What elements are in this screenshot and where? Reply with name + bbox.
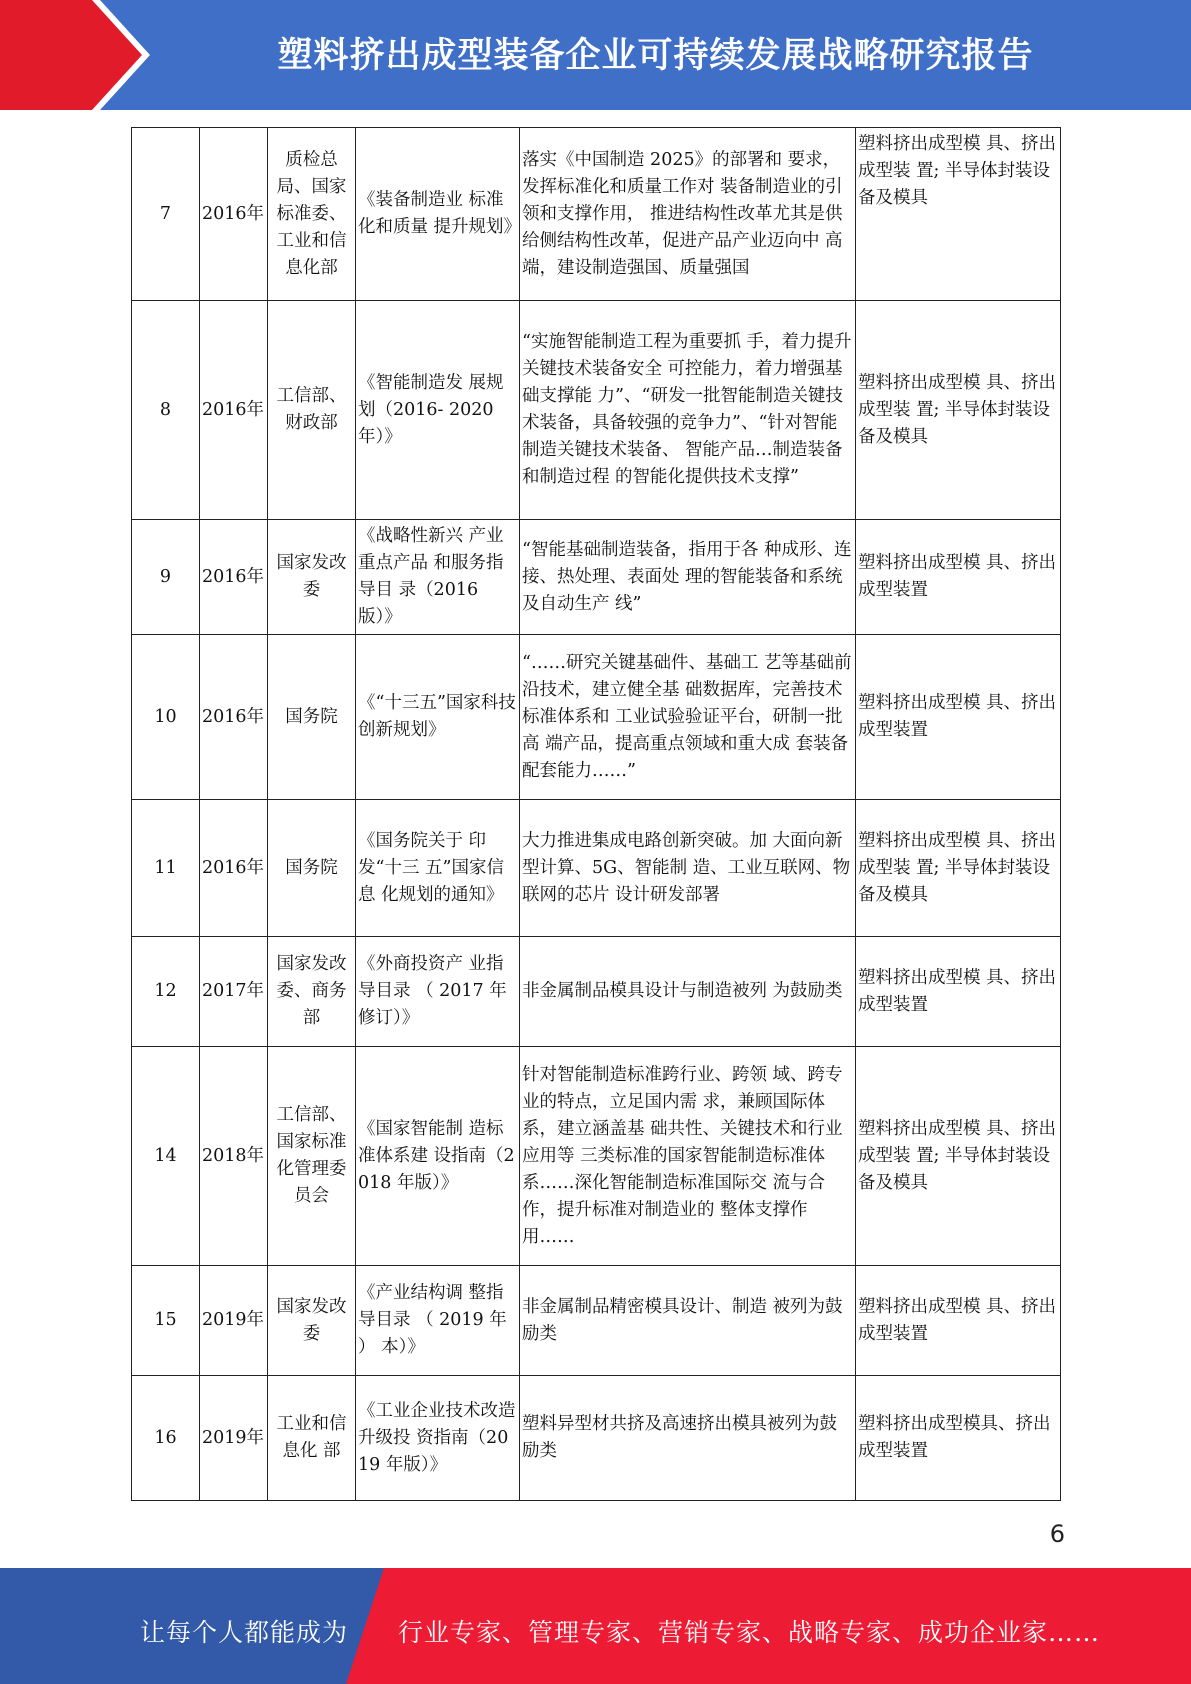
row-field: 塑料挤出成型模 具、挤出成型装置 xyxy=(856,937,1061,1047)
row-number: 14 xyxy=(132,1047,200,1266)
page-number: 6 xyxy=(1049,1520,1065,1548)
table-row xyxy=(132,635,1061,800)
row-field: 塑料挤出成型模 具、挤出成型装置 xyxy=(856,520,1061,635)
table-row xyxy=(132,1376,1061,1501)
row-content: 落实《中国制造 2025》的部署和 要求，发挥标准化和质量工作对 装备制造业的引领和支撑作用， 推进结构性改革尤其是供给侧结构性改革，促进产品产业迈向中 高端，建设制造强国、质量强国 xyxy=(520,128,856,301)
row-content: 针对智能制造标准跨行业、跨领 域、跨专业的特点，立足国内需 求，兼顾国际体系，建立涵盖基 础共性、关键技术和行业应用等 三类标准的国家智能制造标准体 系……深化智能制造标准国际交 流与合作，提升标准对制造业的 整体支撑作用…… xyxy=(520,1047,856,1266)
table-row xyxy=(132,1047,1061,1266)
report-title: 塑料挤出成型装备企业可持续发展战略研究报告 xyxy=(277,36,1034,76)
table-row xyxy=(132,937,1061,1047)
row-year: 2018年 xyxy=(200,1047,268,1266)
header-red-arrow-shape xyxy=(0,0,150,110)
row-department: 国家发改委 xyxy=(268,520,356,635)
row-document: 《工业企业技术改造升级投 资指南（2019 年版）》 xyxy=(356,1376,520,1501)
table-row xyxy=(132,800,1061,937)
row-number: 7 xyxy=(132,128,200,301)
row-content: “实施智能制造工程为重要抓 手，着力提升关键技术装备安全 可控能力，着力增强基础支撑能 力”、“研发一批智能制造关键技 术装备，具备较强的竞争力”、“针对智能制造关键技术装备、 智能产品…制造装备和制造过程 的智能化提供技术支撑” xyxy=(520,301,856,520)
row-field: 塑料挤出成型模 具、挤出成型装 置; 半导体封装设 备及模具 xyxy=(856,800,1061,937)
row-year: 2016年 xyxy=(200,520,268,635)
row-department: 国务院 xyxy=(268,800,356,937)
row-year: 2019年 xyxy=(200,1376,268,1501)
row-number: 11 xyxy=(132,800,200,937)
row-department: 工信部、国家标准化管理委员会 xyxy=(268,1047,356,1266)
row-year: 2016年 xyxy=(200,635,268,800)
row-field: 塑料挤出成型模 具、挤出成型装 置; 半导体封装设 备及模具 xyxy=(856,1047,1061,1266)
row-number: 8 xyxy=(132,301,200,520)
policy-table xyxy=(131,127,1061,1501)
table-row xyxy=(132,301,1061,520)
row-document: 《战略性新兴 产业重点产品 和服务指导目 录（2016 版）》 xyxy=(356,520,520,635)
table-row xyxy=(132,128,1061,301)
row-year: 2019年 xyxy=(200,1266,268,1376)
row-document: 《装备制造业 标准化和质量 提升规划》 xyxy=(356,128,520,301)
row-document: 《产业结构调 整指导目录 （ 2019 年 ） 本）》 xyxy=(356,1266,520,1376)
row-department: 工业和信息化 部 xyxy=(268,1376,356,1501)
row-field: 塑料挤出成型模 具、挤出成型装置 xyxy=(856,1266,1061,1376)
row-department: 国家发改委、商务部 xyxy=(268,937,356,1047)
row-year: 2016年 xyxy=(200,128,268,301)
row-department: 工信部、财政部 xyxy=(268,301,356,520)
row-content: “……研究关键基础件、基础工 艺等基础前沿技术，建立健全基 础数据库，完善技术标准体系和 工业试验验证平台，研制一批高 端产品，提高重点领域和重大成 套装备配套能力……” xyxy=(520,635,856,800)
row-document: 《智能制造发 展规划（2016- 2020 年）》 xyxy=(356,301,520,520)
row-number: 12 xyxy=(132,937,200,1047)
row-content: 大力推进集成电路创新突破。加 大面向新型计算、5G、智能制 造、工业互联网、物联网的芯片 设计研发部署 xyxy=(520,800,856,937)
table-row xyxy=(132,1266,1061,1376)
footer-slogan-left: 让每个人都能成为 xyxy=(140,1618,349,1647)
row-number: 10 xyxy=(132,635,200,800)
footer-slogan-right: 行业专家、管理专家、营销专家、战略专家、成功企业家…… xyxy=(398,1618,1101,1647)
row-field: 塑料挤出成型模 具、挤出成型装置 xyxy=(856,635,1061,800)
row-department: 质检总局、国家标准委、工业和信息化部 xyxy=(268,128,356,301)
row-number: 9 xyxy=(132,520,200,635)
row-content: 非金属制品模具设计与制造被列 为鼓励类 xyxy=(520,937,856,1047)
row-content: 塑料异型材共挤及高速挤出模具被列为鼓励类 xyxy=(520,1376,856,1501)
row-year: 2016年 xyxy=(200,800,268,937)
row-document: 《“十三五”国家科技创新规划》 xyxy=(356,635,520,800)
row-year: 2017年 xyxy=(200,937,268,1047)
row-content: 非金属制品精密模具设计、制造 被列为鼓励类 xyxy=(520,1266,856,1376)
row-content: “智能基础制造装备，指用于各 种成形、连接、热处理、表面处 理的智能装备和系统及自动生产 线” xyxy=(520,520,856,635)
row-year: 2016年 xyxy=(200,301,268,520)
row-number: 16 xyxy=(132,1376,200,1501)
row-document: 《外商投资产 业指导目录 （ 2017 年 修订）》 xyxy=(356,937,520,1047)
row-field: 塑料挤出成型模 具、挤出成型装 置; 半导体封装设 备及模具 xyxy=(856,301,1061,520)
page-header xyxy=(0,0,1191,110)
row-field: 塑料挤出成型模 具、挤出成型装 置; 半导体封装设 备及模具 xyxy=(856,128,1061,301)
row-department: 国务院 xyxy=(268,635,356,800)
row-number: 15 xyxy=(132,1266,200,1376)
row-document: 《国务院关于 印发“十三 五”国家信息 化规划的通知》 xyxy=(356,800,520,937)
row-field: 塑料挤出成型模具、挤出成型装置 xyxy=(856,1376,1061,1501)
table-row xyxy=(132,520,1061,635)
row-document: 《国家智能制 造标准体系建 设指南（2018 年版）》 xyxy=(356,1047,520,1266)
row-department: 国家发改委 xyxy=(268,1266,356,1376)
